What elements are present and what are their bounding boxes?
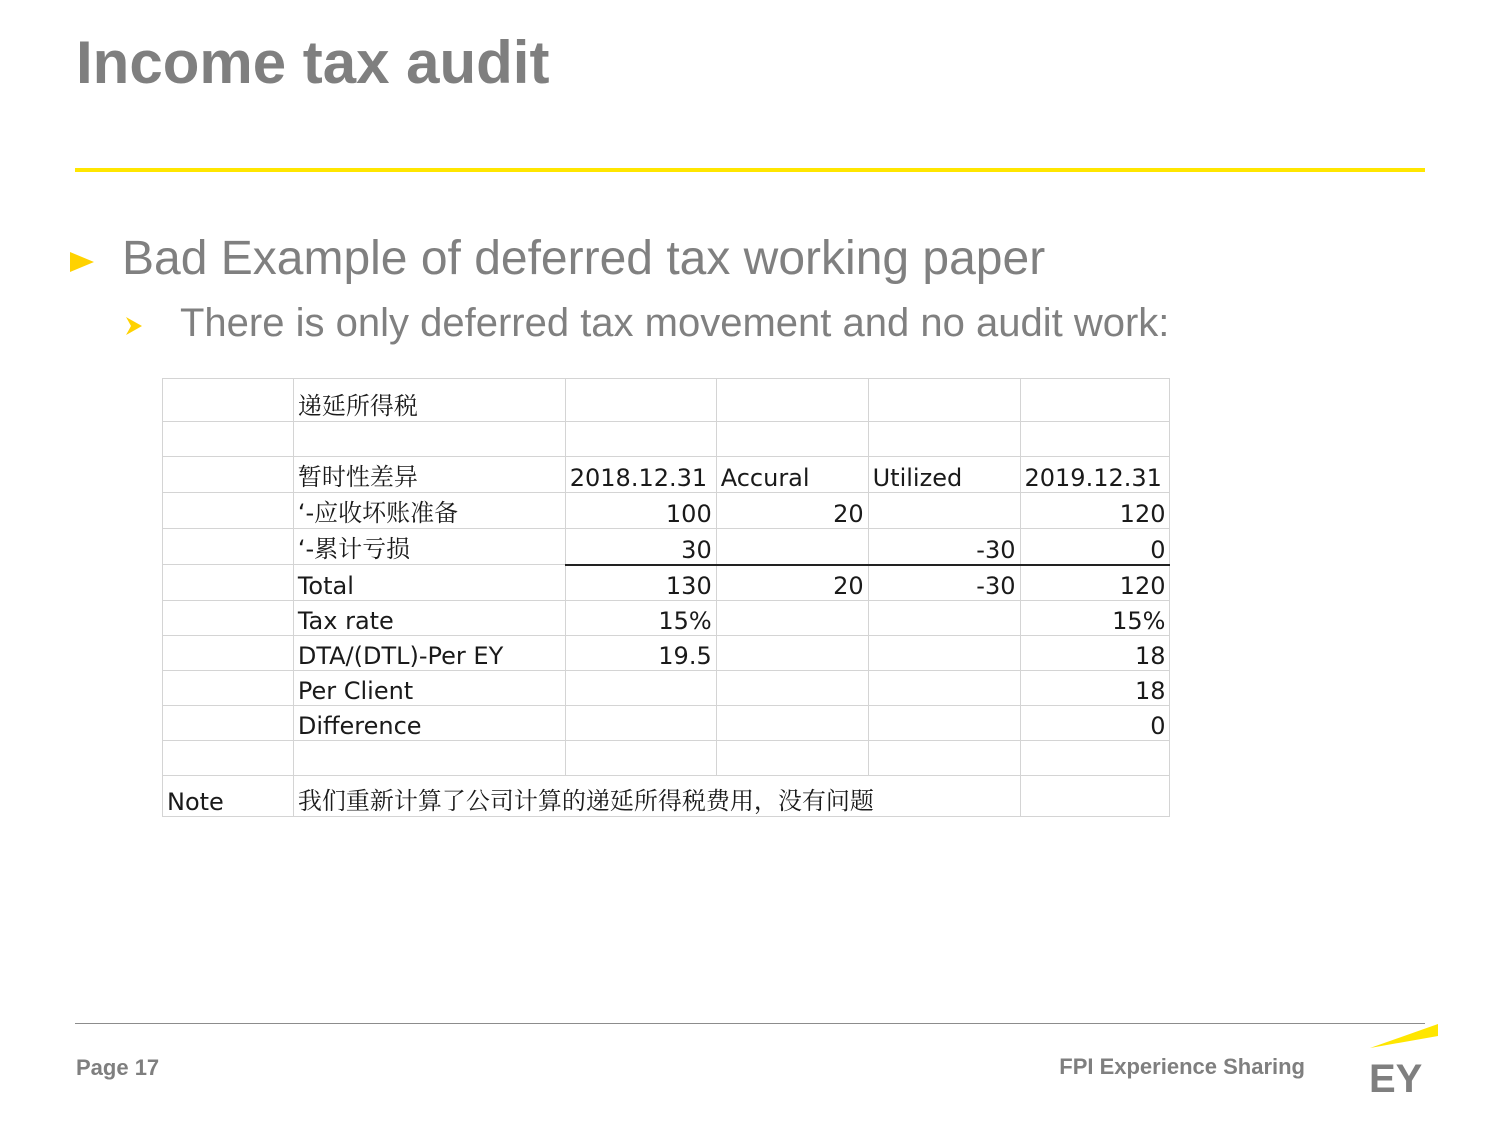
- cell: 120: [1020, 493, 1170, 529]
- cell-edge: [1170, 635, 1186, 670]
- cell: Per Client: [293, 670, 565, 705]
- ey-logo-icon: [1366, 1022, 1440, 1096]
- cell: [293, 740, 565, 775]
- cell-edge: [1170, 493, 1186, 529]
- cell: [163, 565, 294, 601]
- cell: [868, 493, 1020, 529]
- logo-text: EY: [1369, 1057, 1423, 1096]
- cell: [716, 670, 868, 705]
- cell: 暂时性差异: [293, 457, 565, 493]
- cell: 20: [716, 565, 868, 601]
- cell: [163, 457, 294, 493]
- table-row: [163, 705, 1187, 740]
- cell: [163, 422, 294, 457]
- cell: [868, 422, 1020, 457]
- cell: [163, 670, 294, 705]
- cell: 2019.12.31: [1020, 457, 1170, 493]
- cell-edge: [1170, 670, 1186, 705]
- footer-caption: FPI Experience Sharing: [1059, 1054, 1305, 1079]
- table-row: [163, 670, 1187, 705]
- note-row: [163, 775, 1187, 816]
- cell: 15%: [565, 600, 716, 635]
- cell: Utilized: [868, 457, 1020, 493]
- cell: [163, 379, 294, 422]
- cell: -30: [868, 529, 1020, 565]
- cell: [565, 740, 716, 775]
- cell: [1020, 422, 1170, 457]
- cell: DTA/(DTL)-Per EY: [293, 635, 565, 670]
- cell: [163, 635, 294, 670]
- cell: 130: [565, 565, 716, 601]
- table-row: [163, 529, 1187, 565]
- arrowhead-bullet-icon: [126, 317, 142, 335]
- footer-divider: [75, 1023, 1425, 1024]
- cell: 120: [1020, 565, 1170, 601]
- cell: ‘-应收坏账准备: [293, 493, 565, 529]
- bullet-level2-text: There is only deferred tax movement and no audit work:: [180, 300, 1170, 345]
- note-text: 我们重新计算了公司计算的递延所得税费用，没有问题: [293, 775, 1020, 816]
- cell: [163, 600, 294, 635]
- bullet-level1: [70, 228, 1045, 288]
- table-row: [163, 422, 1187, 457]
- cell: Tax rate: [293, 600, 565, 635]
- cell: [565, 422, 716, 457]
- table-row: [163, 740, 1187, 775]
- cell: [1020, 740, 1170, 775]
- cell: Difference: [293, 705, 565, 740]
- cell: [868, 740, 1020, 775]
- slide-title: Income tax audit: [76, 29, 550, 96]
- bullet-level2: [126, 298, 1169, 348]
- cell: Total: [293, 565, 565, 601]
- cell: [716, 705, 868, 740]
- cell: [868, 705, 1020, 740]
- cell: [868, 379, 1020, 422]
- cell: [565, 670, 716, 705]
- cell: 20: [716, 493, 868, 529]
- cell: [716, 635, 868, 670]
- cell: [565, 705, 716, 740]
- cell: [716, 422, 868, 457]
- cell: [716, 600, 868, 635]
- cell: 18: [1020, 635, 1170, 670]
- cell: 19.5: [565, 635, 716, 670]
- cell: ‘-累计亏损: [293, 529, 565, 565]
- table-row: [163, 565, 1187, 601]
- page-number: Page 17: [76, 1055, 160, 1080]
- cell: [716, 740, 868, 775]
- table-row: [163, 457, 1187, 493]
- cell: [163, 493, 294, 529]
- cell: [868, 635, 1020, 670]
- cell-edge: [1170, 740, 1186, 775]
- cell: [565, 379, 716, 422]
- cell-edge: [1170, 600, 1186, 635]
- cell: 0: [1020, 529, 1170, 565]
- cell-edge: [1170, 379, 1186, 422]
- cell: [1020, 379, 1170, 422]
- cell-edge: [1170, 775, 1186, 816]
- spreadsheet-table: [162, 378, 1186, 817]
- cell: [163, 740, 294, 775]
- table-row: [163, 600, 1187, 635]
- cell-edge: [1170, 705, 1186, 740]
- cell: [1020, 775, 1170, 816]
- note-label: Note: [163, 775, 294, 816]
- cell: 30: [565, 529, 716, 565]
- cell-edge: [1170, 457, 1186, 493]
- cell-edge: [1170, 422, 1186, 457]
- title-divider: [75, 168, 1425, 172]
- cell: 递延所得税: [293, 379, 565, 422]
- triangle-bullet-icon: [70, 252, 94, 272]
- deferred-tax-spreadsheet: [162, 378, 1186, 818]
- cell-edge: [1170, 529, 1186, 565]
- cell: [163, 529, 294, 565]
- cell: 0: [1020, 705, 1170, 740]
- table-row: [163, 635, 1187, 670]
- table-row: [163, 379, 1187, 422]
- table-row: [163, 493, 1187, 529]
- cell: [293, 422, 565, 457]
- cell: 100: [565, 493, 716, 529]
- cell: [868, 600, 1020, 635]
- cell: [716, 529, 868, 565]
- cell-edge: [1170, 565, 1186, 601]
- cell: -30: [868, 565, 1020, 601]
- cell: 18: [1020, 670, 1170, 705]
- cell: [716, 379, 868, 422]
- cell: [163, 705, 294, 740]
- cell: 15%: [1020, 600, 1170, 635]
- cell: 2018.12.31: [565, 457, 716, 493]
- cell: [868, 670, 1020, 705]
- bullet-level1-text: Bad Example of deferred tax working paper: [122, 231, 1046, 285]
- cell: Accural: [716, 457, 868, 493]
